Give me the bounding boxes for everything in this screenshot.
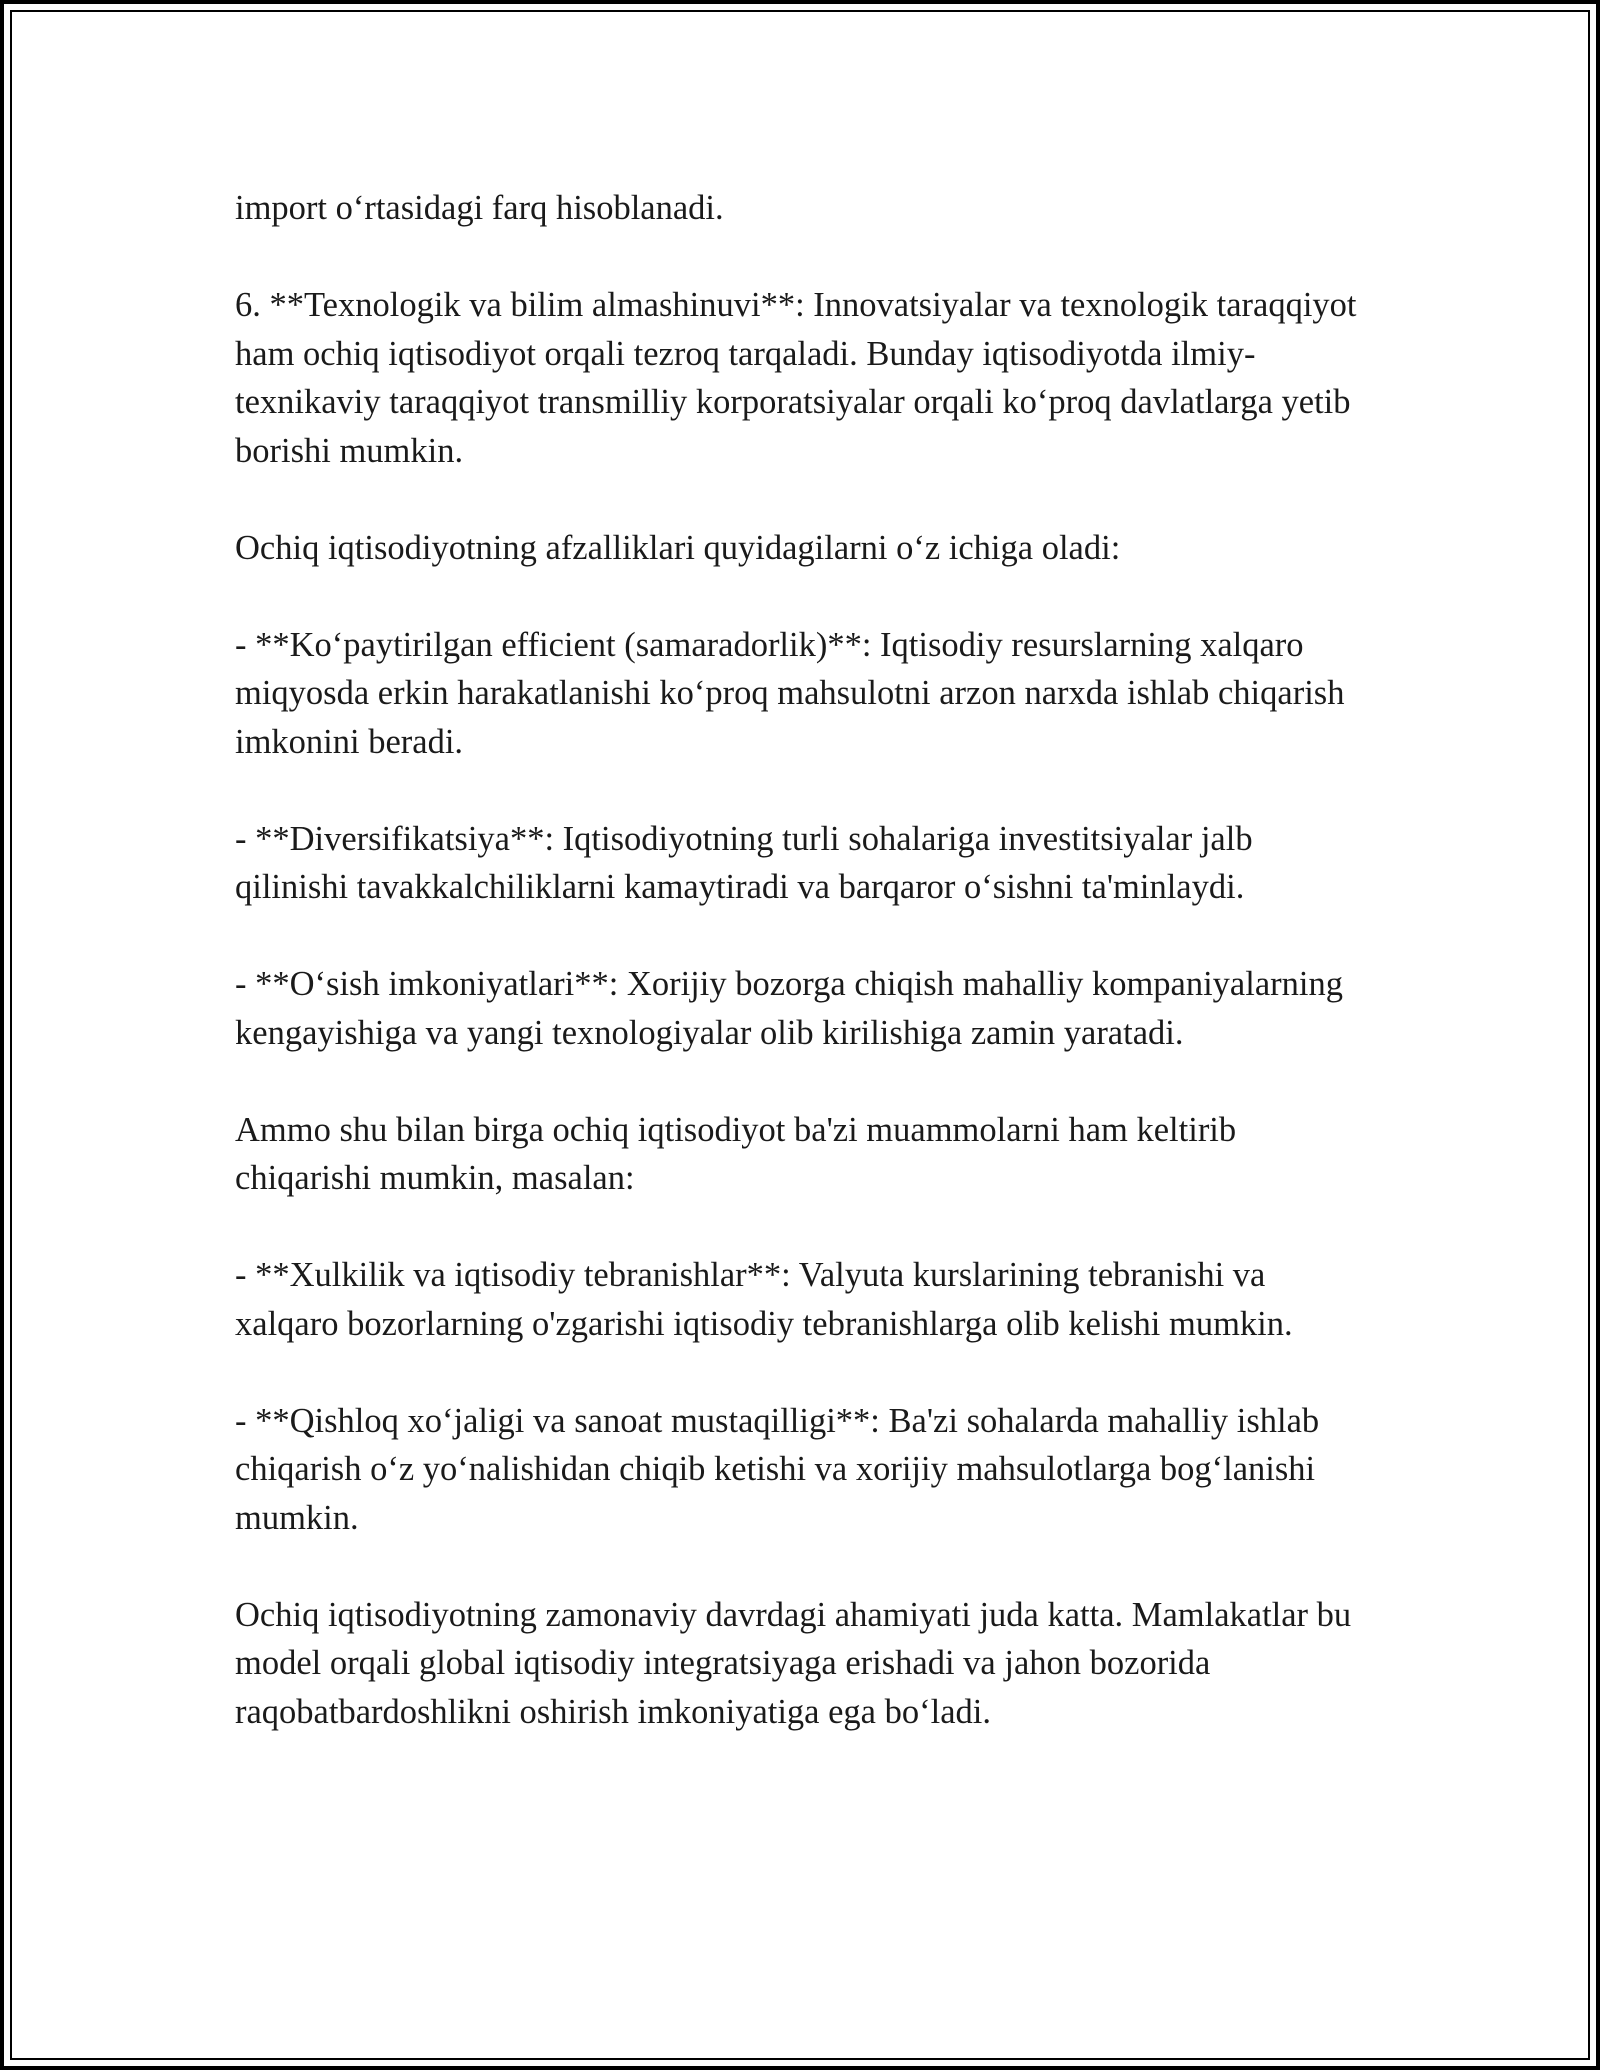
paragraph-bullet-growth: - **O‘sish imkoniyatlari**: Xorijiy bozorga chiqish mahalliy kompaniyalarning kengayishiga va yangi texnologiyalar olib kirilishiga zamin yaratadi. (235, 965, 1343, 1052)
document-body (235, 184, 1365, 1785)
paragraph-bullet-volatility: - **Xulkilik va iqtisodiy tebranishlar**: Valyuta kurslarining tebranishi va xalqaro bozorlarning o'zgarishi iqtisodiy tebranishlarga olib kelishi mumkin. (235, 1256, 1293, 1343)
paragraph-problems-intro: Ammo shu bilan birga ochiq iqtisodiyot ba'zi muammolarni ham keltirib chiqarishi mumkin, masalan: (235, 1110, 1237, 1197)
paragraph-item-6-technology: 6. **Texnologik va bilim almashinuvi**: Innovatsiyalar va texnologik taraqqiyot ham ochiq iqtisodiyot orqali tezroq tarqaladi. Bunday iqtisodiyotda ilmiy-texnikaviy taraqqiyot transmilliy korporatsiyalar orqali ko‘proq davlatlarga yetib borishi mumkin. (235, 286, 1357, 470)
paragraph-import-continuation: import o‘rtasidagi farq hisoblanadi. (235, 189, 724, 227)
paragraph-bullet-independence: - **Qishloq xo‘jaligi va sanoat mustaqilligi**: Ba'zi sohalarda mahalliy ishlab chiqarish o‘z yo‘nalishidan chiqib ketishi va xorijiy mahsulotlarga bog‘lanishi mumkin. (235, 1401, 1320, 1537)
paragraph-bullet-diversification: - **Diversifikatsiya**: Iqtisodiyotning turli sohalariga investitsiyalar jalb qilinishi tavakkalchiliklarni kamaytiradi va barqaror o‘sishni ta'minlaydi. (235, 819, 1253, 906)
paragraph-bullet-efficiency: - **Ko‘paytirilgan efficient (samaradorlik)**: Iqtisodiy resurslarning xalqaro miqyosda erkin harakatlanishi ko‘proq mahsulotni arzon narxda ishlab chiqarish imkonini beradi. (235, 625, 1345, 761)
paragraph-advantages-intro: Ochiq iqtisodiyotning afzalliklari quyidagilarni o‘z ichiga oladi: (235, 528, 1121, 567)
paragraph-conclusion: Ochiq iqtisodiyotning zamonaviy davrdagi ahamiyati juda katta. Mamlakatlar bu model orqali global iqtisodiy integratsiyaga erishadi va jahon bozorida raqobatbardoshlikni oshirish imkoniyatiga ega bo‘ladi. (235, 1595, 1352, 1731)
